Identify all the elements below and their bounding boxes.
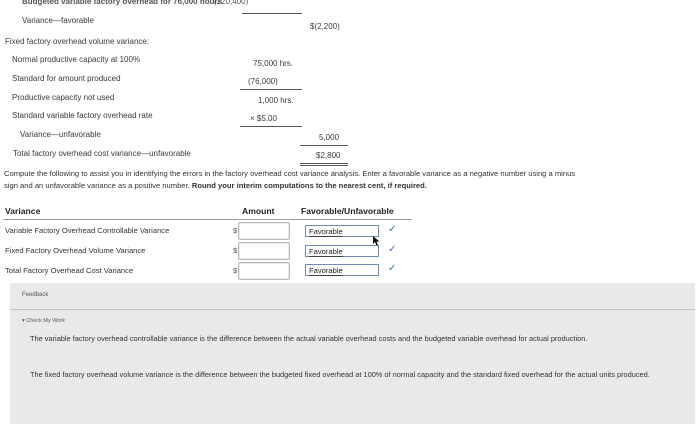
amount-input-controllable[interactable] [238, 222, 290, 240]
feedback-paragraph-2: The fixed factory overhead volume variance is the difference between the budgeted fixed overhead at 100% of normal capacity and the standard fixed overhead for the actual units produced. [30, 370, 650, 379]
productive-not-used-label: Productive capacity not used [12, 93, 115, 102]
amount-input-total[interactable] [238, 262, 290, 280]
fav-select-controllable[interactable] [305, 225, 379, 237]
header-divider [3, 219, 412, 220]
variance-favorable-label: Variance—favorable [22, 16, 94, 25]
check-icon: ✓ [388, 263, 397, 274]
standard-amount-label: Standard for amount produced [12, 74, 121, 83]
header-amount: Amount [242, 206, 275, 216]
row-label-controllable: Variable Factory Overhead Controllable Variance [5, 226, 170, 235]
underline [240, 89, 302, 90]
normal-capacity-value: 75,000 hrs. [253, 59, 294, 68]
underline [240, 126, 302, 127]
double-underline [300, 163, 348, 164]
header-variance: Variance [5, 206, 41, 216]
underline [242, 13, 302, 14]
double-underline [300, 165, 348, 166]
currency-symbol: $ [233, 246, 238, 255]
budgeted-variable-overhead-value: (220,400) [214, 0, 249, 6]
budgeted-variable-overhead-label: Budgeted variable factory overhead for 76,000 hours [22, 0, 223, 6]
check-my-work-toggle[interactable]: ▾ Check My Work [22, 318, 65, 324]
check-icon: ✓ [388, 244, 397, 255]
variance-favorable-value: $(2,200) [310, 22, 340, 31]
productive-not-used-value: 1,000 hrs. [258, 96, 294, 105]
check-icon: ✓ [388, 224, 397, 235]
std-rate-value: × $5.00 [250, 114, 277, 123]
underline [300, 145, 348, 146]
row-label-total: Total Factory Overhead Cost Variance [5, 266, 134, 275]
instructions-line2 [4, 180, 427, 192]
selected-value: Favorable [309, 247, 343, 256]
amount-input-volume[interactable] [238, 242, 290, 260]
selected-value: Favorable [309, 266, 343, 275]
fixed-header: Fixed factory overhead volume variance: [5, 37, 150, 46]
currency-symbol: $ [233, 226, 238, 235]
currency-symbol: $ [233, 266, 238, 275]
feedback-title: Feedback [22, 292, 49, 298]
instructions-bold: Round your interim computations to the nearest cent, if required. [191, 181, 427, 190]
mouse-cursor-icon [373, 236, 380, 246]
instructions-plain: sign and an unfavorable variance as a positive number. [4, 181, 190, 190]
instructions-line1: Compute the following to assist you in identifying the errors in the factory overhead cost variance analysis. Enter a favorable variance as a negative number using a minus [4, 169, 576, 178]
variance-unfavorable-label: Variance—unfavorable [20, 130, 101, 139]
fav-select-total[interactable] [305, 264, 379, 276]
feedback-panel [10, 283, 695, 424]
total-variance-value: $2,800 [316, 151, 341, 160]
normal-capacity-label: Normal productive capacity at 100% [12, 55, 141, 64]
feedback-paragraph-1: The variable factory overhead controllable variance is the difference between the actual variable overhead costs and the budgeted variable overhead for actual production. [30, 334, 588, 343]
row-label-volume: Fixed Factory Overhead Volume Variance [5, 246, 146, 255]
feedback-divider [10, 309, 695, 310]
standard-amount-value: (76,000) [248, 77, 278, 86]
fav-select-volume[interactable] [305, 245, 379, 257]
selected-value: Favorable [309, 227, 343, 236]
variance-unfavorable-value: 5,000 [319, 133, 340, 142]
header-favorable-unfavorable: Favorable/Unfavorable [301, 206, 394, 216]
total-variance-label: Total factory overhead cost variance—unfavorable [13, 149, 191, 158]
std-rate-label: Standard variable factory overhead rate [12, 111, 153, 120]
